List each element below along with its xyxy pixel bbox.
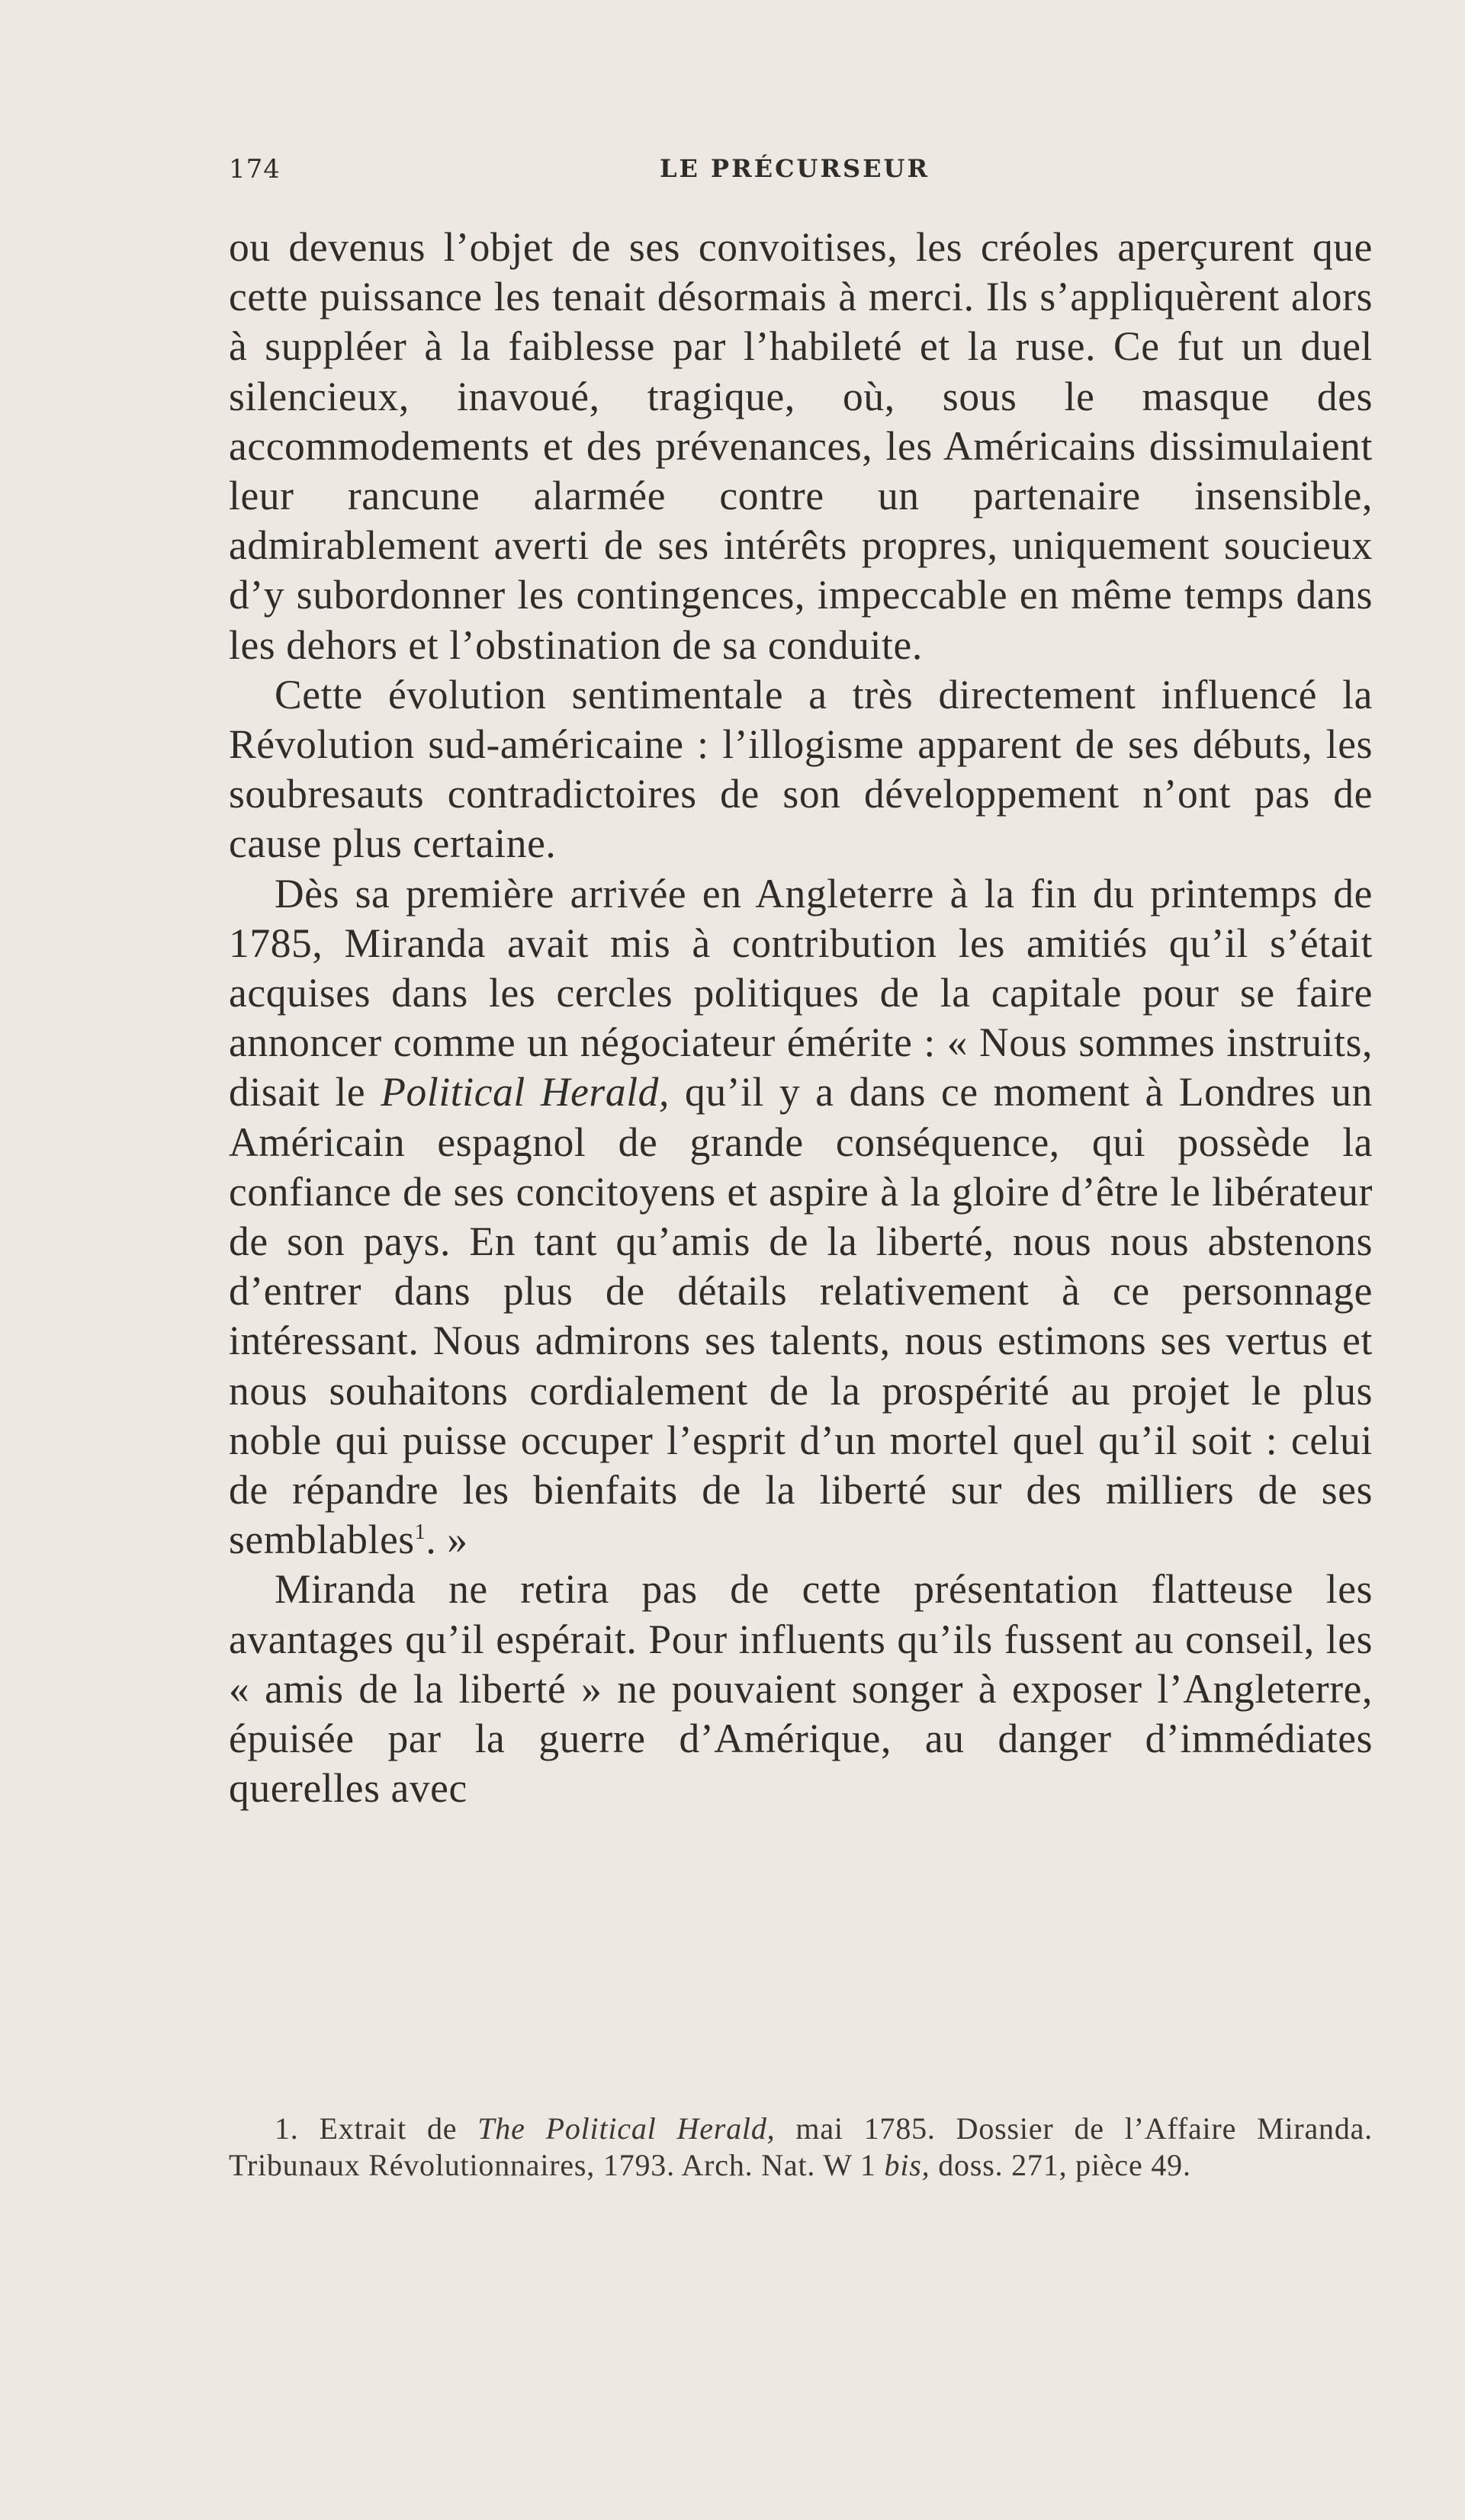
footnote-1-source-title: The Political Herald,: [477, 2111, 776, 2146]
footnote-1-prefix: 1. Extrait de: [275, 2111, 458, 2146]
footnote-1-details: mai 1785. Dossier de l’Affaire Miranda. Tribunaux Révolutionnaires, 1793. Arch. Nat. W 1: [229, 2111, 1373, 2182]
footnote-1: [229, 2111, 1373, 2184]
footnote-1-bis: bis,: [884, 2148, 930, 2182]
paragraph-1: ou devenus l’objet de ses convoitises, les créoles aperçurent que cette puissance les tenait désormais à merci. Ils s’appliquèrent alors à suppléer à la faiblesse par l’habileté et la ruse. Ce fut un duel silencieux, inavoué, tragique, où, sous le masque des accommodements et des prévenances, les Américains dissimulaient leur rancune alarmée contre un partenaire insensible, admirablement averti de ses intérêts propres, uniquement soucieux d’y subordonner les contingences, impeccable en même temps dans les dehors et l’obstination de sa conduite.: [229, 224, 1373, 668]
political-herald-title: Political Herald,: [381, 1069, 670, 1116]
main-text: [229, 223, 1373, 1814]
paragraph-4: Miranda ne retira pas de cette présentation flatteuse les avantages qu’il espérait. Pour influents qu’ils fussent au conseil, les « amis de la liberté » ne pouvaient songer à exposer l’Angleterre, épuisée par la guerre d’Amérique, au danger d’immédiates querelles avec: [229, 1566, 1373, 1812]
running-title: LE PRÉCURSEUR: [660, 154, 930, 183]
paragraph-2: Cette évolution sentimentale a très directement influencé la Révolution sud-américaine : l’illogisme apparent de ses débuts, les soubresauts contradictoires de son développement n’ont pas de cause plus certaine.: [229, 671, 1373, 867]
page-header: [229, 146, 1396, 207]
footnote-reference-1[interactable]: 1: [414, 1520, 426, 1545]
footnotes: [229, 2111, 1373, 2184]
paragraph-3: [229, 869, 1373, 1565]
paragraph-3-text-continued: qu’il y a dans ce moment à Londres un Américain espagnol de grande conséquence, qui possède la confiance de ses concitoyens et aspire à la gloire d’être le libérateur de son pays. En tant qu’amis de la liberté, nous nous abstenons d’entrer dans plus de détails relativement à ce personnage intéressant. Nous admirons ses talents, nous estimons ses vertus et nous souhaitons cordialement de la prospérité au projet le plus noble qui puisse occuper l’esprit d’un mortel quel qu’il soit : celui de répandre les bienfaits de la liberté sur des milliers de ses semblables: [229, 1069, 1373, 1563]
page-number: 174: [229, 154, 281, 185]
footnote-1-end: doss. 271, pièce 49.: [938, 2148, 1191, 2182]
paragraph-3-text-start: Dès sa première arrivée en Angleterre à la fin du printemps de 1785, Miranda avait mis à contribution les amitiés qu’il s’était acquises dans les cercles politiques de la capitale pour se faire annoncer comme un négociateur émérite : « Nous sommes instruits, disait le: [229, 870, 1373, 1116]
paragraph-3-text-end: . »: [426, 1517, 468, 1563]
